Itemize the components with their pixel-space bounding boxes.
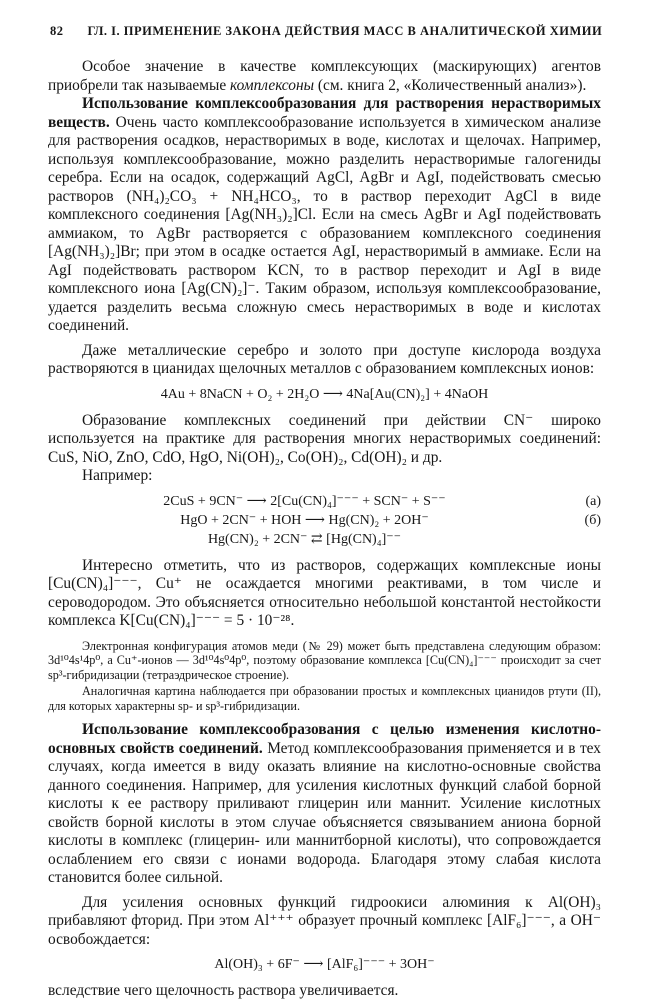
note-electron-config: Электронная конфигурация атомов меди (№ 29) может быть представлена следующим образом: 3d¹⁰4s¹4p⁰, а Cu⁺-ионов — 3d¹⁰4s⁰4p⁰, поэтому образование комплекса [Cu(CN)₄]⁻⁻⁻ происходит за счет sp³-гибридизации (тетраэдрическое строение). xyxy=(48,638,601,682)
equation-text: HgO + 2CN⁻ + HOH ⟶ Hg(CN)₂ + 2OH⁻ xyxy=(180,512,429,528)
equation-text: Hg(CN)₂ + 2CN⁻ ⇄ [Hg(CN)₄]⁻⁻ xyxy=(207,531,402,547)
equation-a xyxy=(48,492,601,511)
equation-c xyxy=(48,530,601,549)
paragraph-text: Очень часто комплексообразование используется в химическом анализе для растворения осадков, нерастворимых в воде, кислотах и щелочах. Например, используя комплексообразование, можно разделить нерастворимые галогениды серебра. Если на осадок, содержащий AgCl, AgBr и AgI, подействовать смесью растворов (NH₄)₂CO₃ + NH₄HCO₃, то в раствор переходит AgCl в виде комплексного соединения [Ag(NH₃)₂]Cl. Если на смесь AgBr и AgI подействовать аммиаком, то AgBr растворяется с образованием комплексного соединения [Ag(NH₃)₂]Br; при этом в осадке остается AgI, нерастворимый в аммиаке. Если на AgI подействовать раствором KCN, то в раствор переходит и AgI в виде комплексного иона [Ag(CN)₂]⁻. Таким образом, используя комплексообразование, удается разделить весьма сложную смесь нерастворимых в воде и кислотах соединений. xyxy=(48,113,601,334)
paragraph-text: (см. книга 2, «Количественный анализ»). xyxy=(314,76,587,94)
page-number: 82 xyxy=(50,24,64,38)
equation-group xyxy=(48,492,601,549)
section-heading-dissolution: Использование комплексообразования для растворения нерастворимых веществ. xyxy=(48,95,601,131)
paragraph-copper-complex: Интересно отметить, что из растворов, содержащих комплексные ионы [Cu(CN)₄]⁻⁻⁻, Cu⁺ не осаждается многими реактивами, в том числе и сероводородом. Это объясняется относительно небольшой константой нестойкости комплекса K[Cu(CN)₄]⁻⁻⁻ = 5 · 10⁻²⁸. xyxy=(48,556,601,629)
term-complexones: комплексоны xyxy=(230,76,315,94)
paragraph-dissolution xyxy=(48,95,601,336)
paragraph-text: Метод комплексообразования применяется и в тех случаях, когда имеется в виду оказать влияние на кислотно-основные свойства данного соединения. Например, для усиления кислотных функций слабой борной кислоты к ее раствору приливают глицерин или маннит. Усиление кислотных свойств борной кислоты в этом случае объясняется связыванием аниона борной кислоты в комплекс (глицерин- или маннитборной кислоты), что сопровождается ослаблением его связи с ионами водорода. Благодаря этому слабая кислота становится более сильной. xyxy=(48,739,601,887)
paragraph-complexones xyxy=(48,58,601,95)
equation-text: 2CuS + 9CN⁻ ⟶ 2[Cu(CN)₄]⁻⁻⁻ + SCN⁻ + S⁻⁻ xyxy=(163,493,446,509)
equation-text: 4Au + 8NaCN + O₂ + 2H₂O ⟶ 4Na[Au(CN)₂] + 4NaOH xyxy=(160,386,489,402)
paragraph-conclusion: вследствие чего щелочность раствора увеличивается. xyxy=(48,982,399,1000)
equation-text: Al(OH)₃ + 6F⁻ ⟶ [AlF₆]⁻⁻⁻ + 3OH⁻ xyxy=(214,957,435,973)
paragraph-example: Например: xyxy=(82,467,153,484)
equation-label: (б) xyxy=(584,512,601,528)
paragraph-cyanide: Образование комплексных соединений при действии CN⁻ широко используется на практике для растворения многих нерастворимых соединений: CuS, NiO, ZnO, CdO, HgO, Ni(OH)₂, Co(OH)₂, Cd(OH)₂ и др. xyxy=(48,411,601,466)
paragraph-acid-base xyxy=(48,721,601,888)
section-heading-acid-base: Использование комплексообразования с целью изменения кислотно-основных свойств соединений. xyxy=(48,721,601,757)
running-title: ГЛ. I. ПРИМЕНЕНИЕ ЗАКОНА ДЕЙСТВИЯ МАСС В АНАЛИТИЧЕСКОЙ ХИМИИ xyxy=(87,24,603,38)
paragraph-noble-metals: Даже металлические серебро и золото при доступе кислорода воздуха растворяются в цианидах щелочных металлов с образованием комплексных ионов: xyxy=(48,341,601,377)
equation-gold xyxy=(48,385,601,404)
page-header xyxy=(50,24,603,39)
page-body xyxy=(48,58,601,1001)
note-mercury: Аналогичная картина наблюдается при образовании простых и комплексных цианидов ртути (II), для которых характерны sp- и sp³-гибридизации. xyxy=(48,684,601,713)
equation-b xyxy=(48,511,601,530)
paragraph-aluminium: Для усиления основных функций гидроокиси алюминия к Al(OH)₃ прибавляют фторид. При этом Al⁺⁺⁺ образует прочный комплекс [AlF₆]⁻⁻⁻, а OH⁻ освобождается: xyxy=(48,893,601,948)
equation-aluminium xyxy=(48,955,601,974)
paragraph-text: Особое значение в качестве комплексующих (маскирующих) агентов приобрели так называемые xyxy=(48,58,601,94)
equation-label: (а) xyxy=(585,493,601,509)
